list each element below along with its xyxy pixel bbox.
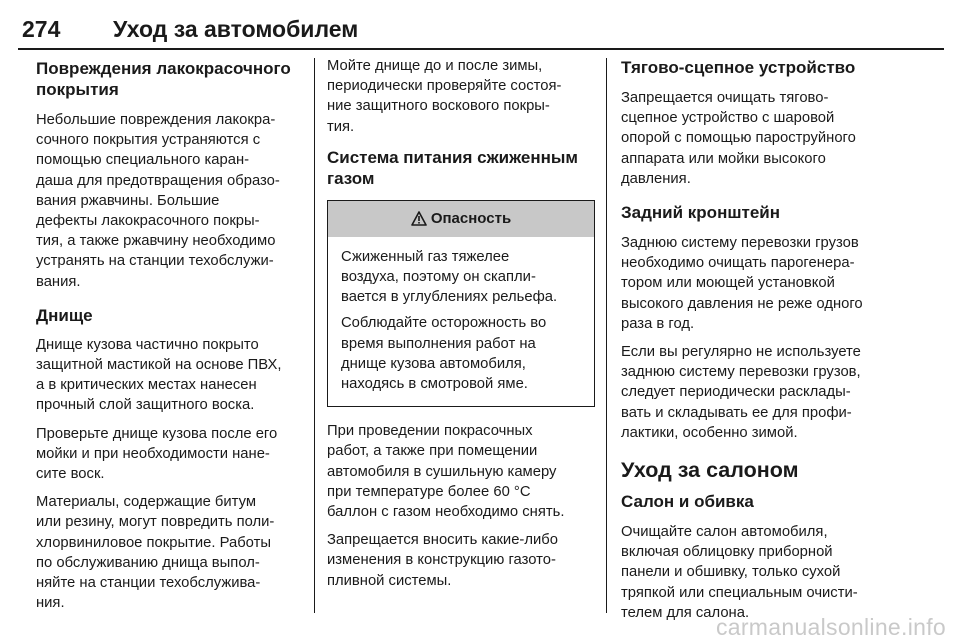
chapter-title: Уход за автомобилем (113, 16, 359, 42)
column-1 (36, 58, 306, 621)
column-2 (327, 58, 594, 599)
heading-paint-damage: Повреждения лакокрасочного покрытия (36, 59, 291, 99)
header-rule (18, 48, 944, 50)
watermark-text: carmanualsonline.info (715, 614, 946, 640)
paragraph-no-modifications: Запрещается вносить какие-либо изменения в конструкцию газото- пливной системы. (327, 532, 558, 589)
column-divider-right (606, 58, 607, 613)
heading-lpg-system: Система питания сжиженным газом (327, 147, 578, 188)
paragraph-paint-shop: При проведении покрасочных работ, а также при помещении автомобиля в сушильную камеру при температуре более 60 °C баллон с газом необходимо снять. (327, 423, 565, 521)
heading-rear-bracket: Задний кронштейн (621, 203, 781, 223)
paragraph-rear-bracket-2: Если вы регулярно не используете заднюю систему перевозки грузов, следует периодически расклады- вать и складывать ее для профи- лактики, особенно зимой. (621, 344, 861, 441)
warning-triangle-icon (411, 211, 427, 226)
danger-warning-box (327, 200, 595, 407)
warning-header (328, 201, 594, 237)
warning-paragraph-2: Соблюдайте осторожность во время выполнения работ на днище кузова автомобиля, находясь в смотровой яме. (341, 315, 547, 393)
paragraph-underbody-2: Проверьте днище кузова после его мойки и при необходимости нане- сите воск. (36, 425, 278, 483)
paragraph-rear-bracket-1: Заднюю систему перевозки грузов необходимо очищать парогенера- тором или моющей установкой высокого давления не реже одного раза в год. (621, 235, 863, 332)
paragraph-interior: Очищайте салон автомобиля, включая облицовку приборной панели и обшивку, только сухой тряпкой или специальным очисти- телем для салона. (621, 524, 858, 621)
heading-underbody: Днище (36, 305, 93, 325)
column-divider-left (314, 58, 315, 613)
paragraph-underbody-1: Днище кузова частично покрыто защитной мастикой на основе ПВХ, а в критических местах нанесен прочный слой защитного воска. (36, 336, 282, 414)
heading-interior-trim: Салон и обивка (621, 492, 754, 512)
page-number: 274 (22, 16, 61, 42)
heading-interior-care: Уход за салоном (621, 458, 799, 483)
warning-title: Опасность (430, 210, 512, 228)
paragraph-towbar: Запрещается очищать тягово- сцепное устройство с шаровой опорой с помощью пароструйного аппарата или мойки высокого давления. (621, 90, 856, 187)
paragraph-paint-damage: Небольшие повреждения лакокра- сочного покрытия устраняются с помощью специального каран- даша для предотвращения образо- вания ржавчины. Большие дефекты лакокрасочного покры- тия, а также ржавчину необходимо устранять на станции техобслужи- вания. (36, 112, 280, 290)
warning-body (328, 237, 594, 406)
column-3 (621, 58, 888, 631)
heading-towbar: Тягово-сцепное устройство (621, 58, 856, 77)
warning-paragraph-1: Сжиженный газ тяжелее воздуха, поэтому он скапли- вается в углублениях рельефа. (341, 248, 558, 306)
paragraph-underbody-wash: Мойте днище до и после зимы, периодически проверяйте состоя- ние защитного воскового покры- тия. (327, 58, 562, 135)
paragraph-underbody-3: Материалы, содержащие битум или резину, могут повредить поли- хлорвиниловое покрытие. Работы по обслуживанию днища выпол- няйте на станции техобслужива- ния. (36, 494, 275, 612)
